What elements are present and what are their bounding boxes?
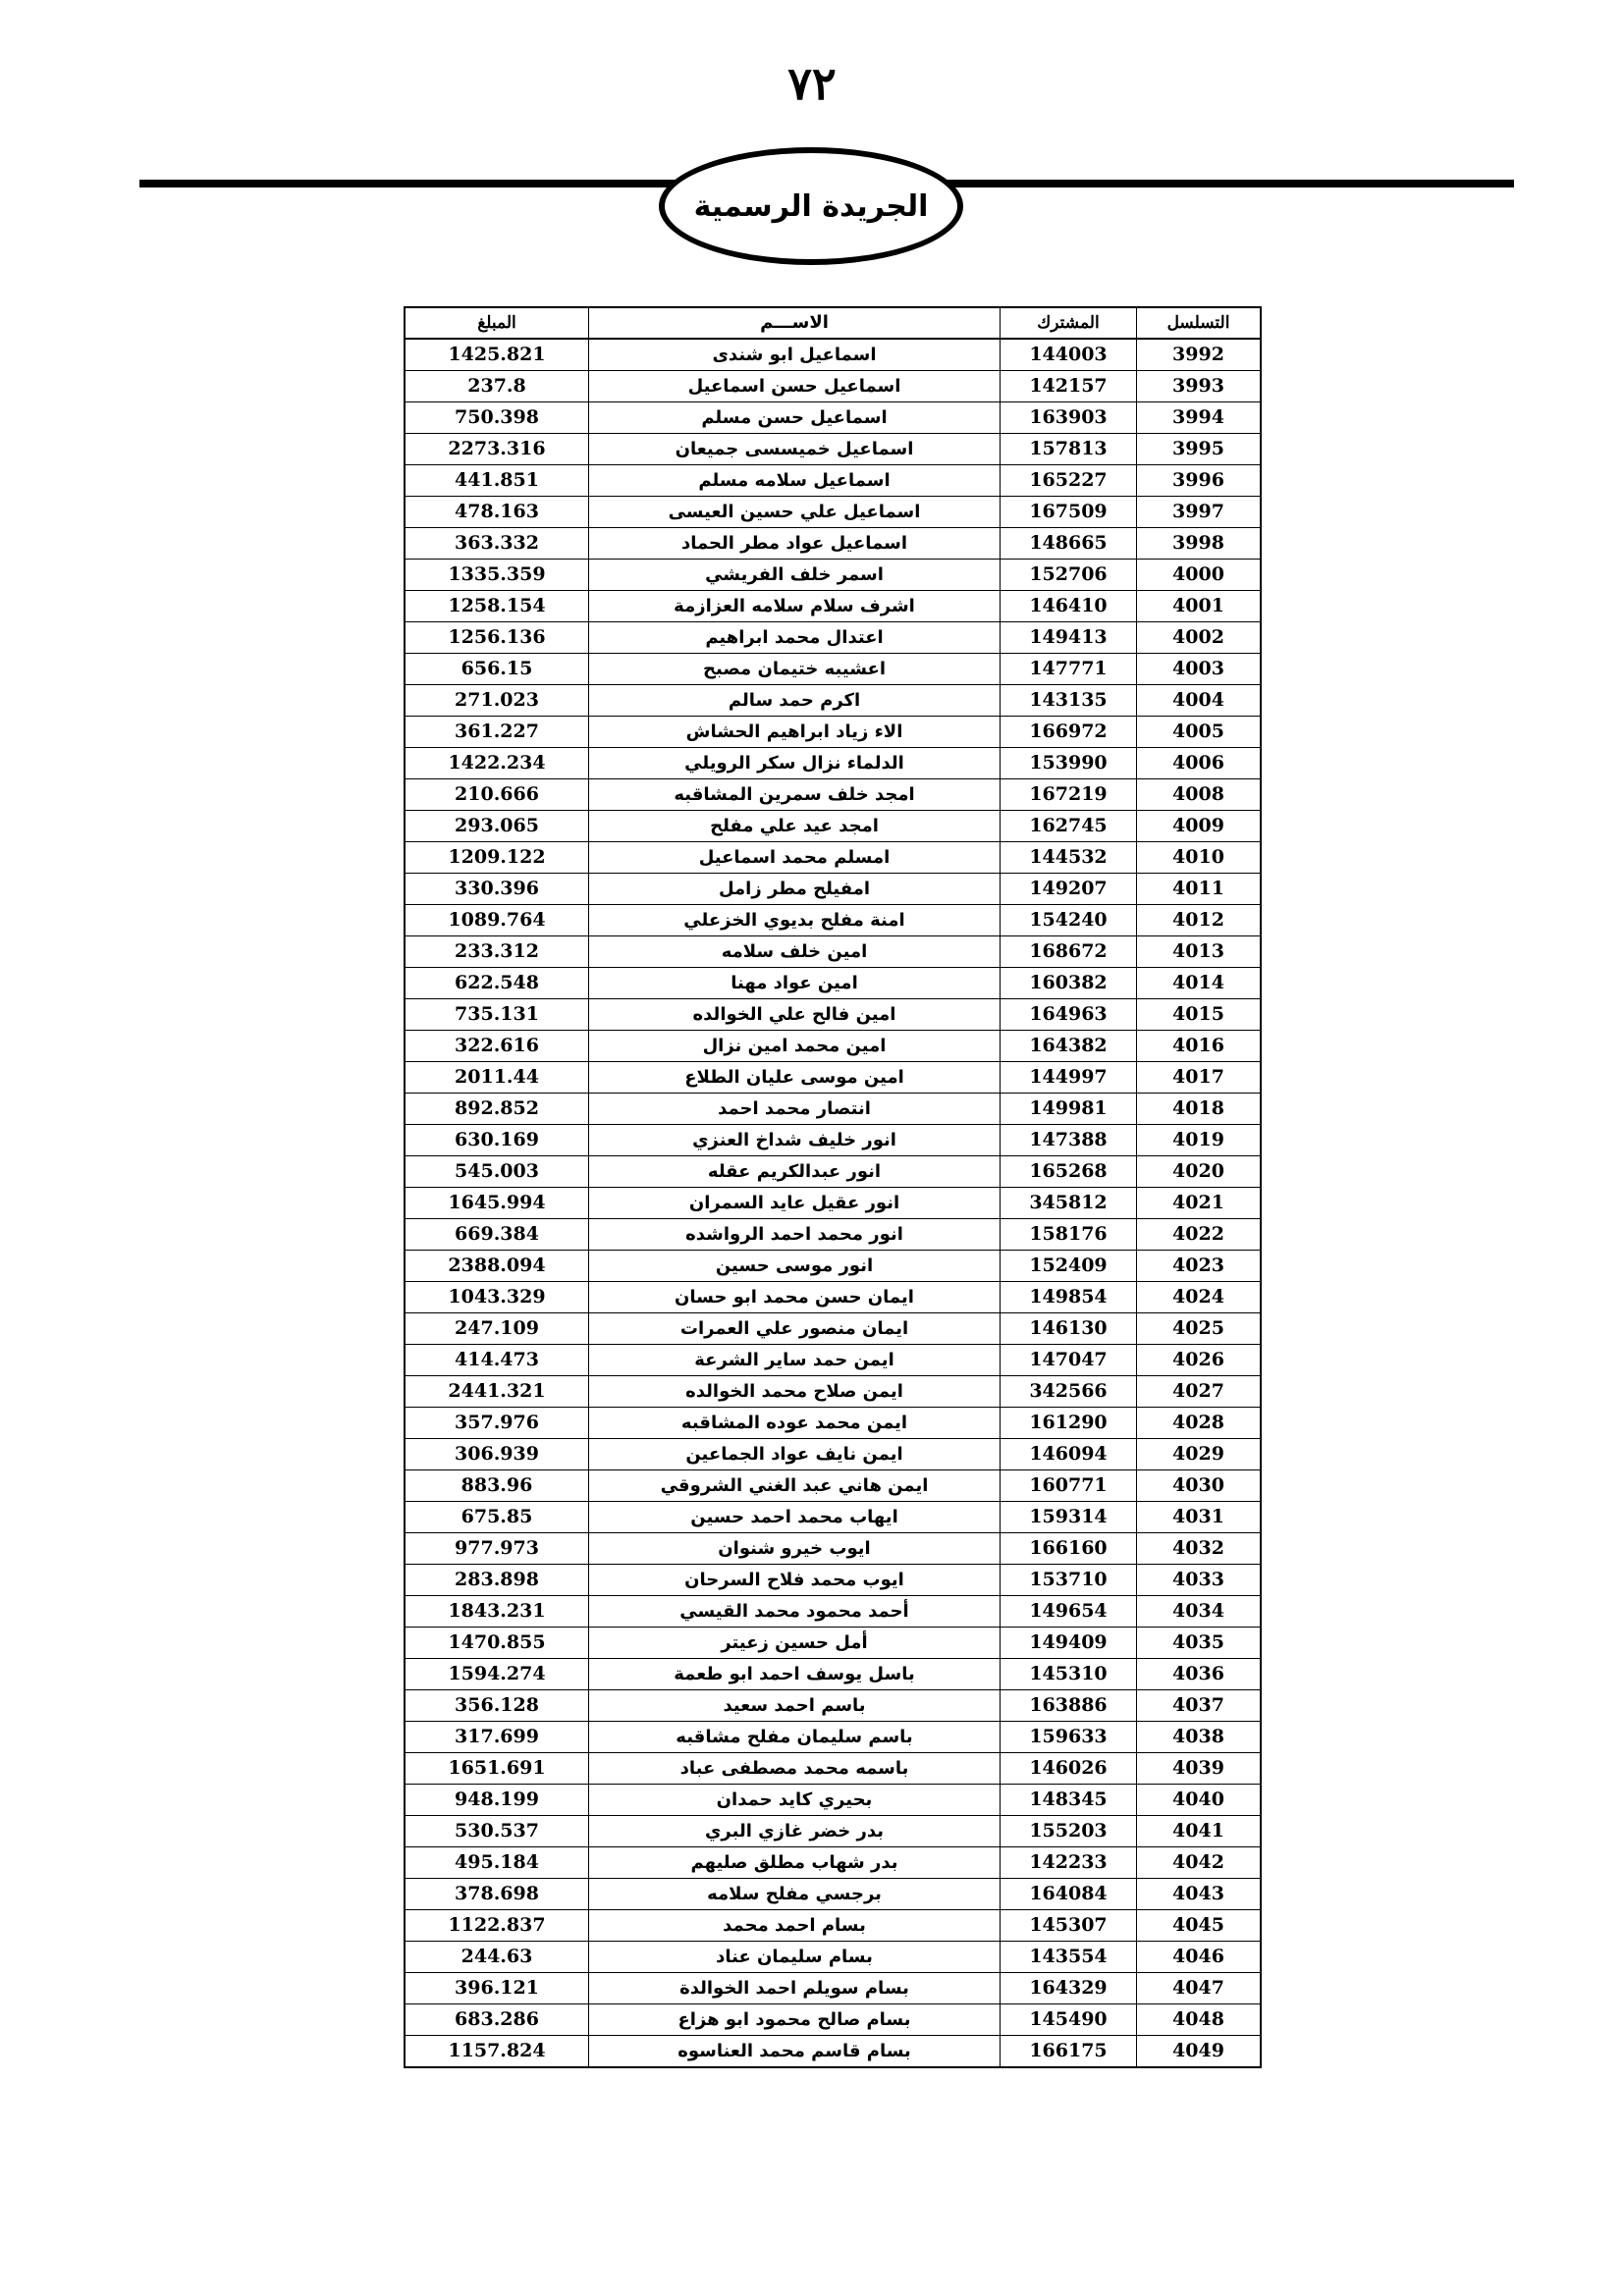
cell-seq: 4018 (1137, 1094, 1262, 1125)
cell-amount: 1470.855 (405, 1628, 589, 1659)
cell-subscriber: 164963 (1001, 999, 1137, 1031)
cell-seq: 4035 (1137, 1628, 1262, 1659)
cell-seq: 4019 (1137, 1125, 1262, 1156)
cell-amount: 1651.691 (405, 1753, 589, 1785)
table-row (405, 1942, 1261, 1973)
table-row (405, 999, 1261, 1031)
cell-name: اسماعيل سلامه مسلم (589, 465, 1001, 497)
cell-amount: 414.473 (405, 1345, 589, 1376)
cell-seq: 4040 (1137, 1785, 1262, 1816)
header-subscriber: المشترك (1001, 307, 1137, 339)
table-row (405, 905, 1261, 936)
cell-seq: 3995 (1137, 434, 1262, 465)
table-row (405, 1156, 1261, 1188)
cell-name: امين محمد امين نزال (589, 1031, 1001, 1062)
table-row (405, 842, 1261, 874)
masthead-oval (659, 147, 963, 265)
cell-name: بدر شهاب مطلق صليهم (589, 1847, 1001, 1879)
cell-subscriber: 149409 (1001, 1628, 1137, 1659)
cell-subscriber: 158176 (1001, 1219, 1137, 1251)
cell-seq: 4039 (1137, 1753, 1262, 1785)
cell-seq: 4032 (1137, 1533, 1262, 1565)
cell-amount: 361.227 (405, 717, 589, 748)
cell-subscriber: 143554 (1001, 1942, 1137, 1973)
cell-subscriber: 165268 (1001, 1156, 1137, 1188)
cell-seq: 4011 (1137, 874, 1262, 905)
cell-amount: 2273.316 (405, 434, 589, 465)
cell-seq: 4021 (1137, 1188, 1262, 1219)
cell-subscriber: 146026 (1001, 1753, 1137, 1785)
table-row (405, 1094, 1261, 1125)
table-row (405, 1785, 1261, 1816)
cell-amount: 237.8 (405, 371, 589, 402)
cell-subscriber: 166175 (1001, 2036, 1137, 2068)
table-row (405, 434, 1261, 465)
cell-name: باسل يوسف احمد ابو طعمة (589, 1659, 1001, 1690)
table-row (405, 1408, 1261, 1439)
cell-subscriber: 163903 (1001, 402, 1137, 434)
table-row (405, 2036, 1261, 2068)
cell-amount: 1209.122 (405, 842, 589, 874)
cell-subscriber: 147388 (1001, 1125, 1137, 1156)
cell-name: اسماعيل ابو شندى (589, 339, 1001, 371)
cell-seq: 4013 (1137, 936, 1262, 968)
cell-subscriber: 148345 (1001, 1785, 1137, 1816)
cell-amount: 478.163 (405, 497, 589, 528)
cell-name: أحمد محمود محمد القيسي (589, 1596, 1001, 1628)
cell-name: باسم احمد سعيد (589, 1690, 1001, 1722)
cell-name: انتصار محمد احمد (589, 1094, 1001, 1125)
cell-subscriber: 159314 (1001, 1502, 1137, 1533)
cell-amount: 977.973 (405, 1533, 589, 1565)
cell-name: اسماعيل حسن مسلم (589, 402, 1001, 434)
cell-seq: 3997 (1137, 497, 1262, 528)
cell-seq: 3998 (1137, 528, 1262, 560)
cell-name: امفيلح مطر زامل (589, 874, 1001, 905)
table-row (405, 560, 1261, 591)
cell-amount: 1422.234 (405, 748, 589, 779)
cell-amount: 2011.44 (405, 1062, 589, 1094)
cell-amount: 357.976 (405, 1408, 589, 1439)
cell-subscriber: 162745 (1001, 811, 1137, 842)
cell-amount: 356.128 (405, 1690, 589, 1722)
cell-name: اسماعيل خميسسى جميعان (589, 434, 1001, 465)
table-row (405, 1439, 1261, 1470)
header-name: الاســـم (589, 307, 1001, 339)
cell-amount: 669.384 (405, 1219, 589, 1251)
cell-subscriber: 155203 (1001, 1816, 1137, 1847)
cell-name: أمل حسين زعيتر (589, 1628, 1001, 1659)
cell-subscriber: 164382 (1001, 1031, 1137, 1062)
cell-seq: 4047 (1137, 1973, 1262, 2004)
cell-subscriber: 168672 (1001, 936, 1137, 968)
cell-amount: 247.109 (405, 1313, 589, 1345)
cell-seq: 3993 (1137, 371, 1262, 402)
cell-name: بحيري كايد حمدان (589, 1785, 1001, 1816)
cell-amount: 2388.094 (405, 1251, 589, 1282)
cell-subscriber: 144003 (1001, 339, 1137, 371)
cell-name: اسماعيل علي حسين العيسى (589, 497, 1001, 528)
cell-name: اعشيبه ختيمان مصبح (589, 654, 1001, 685)
cell-amount: 233.312 (405, 936, 589, 968)
cell-subscriber: 165227 (1001, 465, 1137, 497)
cell-seq: 4045 (1137, 1910, 1262, 1942)
cell-name: امسلم محمد اسماعيل (589, 842, 1001, 874)
cell-seq: 4037 (1137, 1690, 1262, 1722)
cell-subscriber: 163886 (1001, 1690, 1137, 1722)
table-row (405, 1345, 1261, 1376)
cell-amount: 317.699 (405, 1722, 589, 1753)
cell-seq: 4036 (1137, 1659, 1262, 1690)
cell-subscriber: 154240 (1001, 905, 1137, 936)
cell-name: امين خلف سلامه (589, 936, 1001, 968)
cell-name: اشرف سلام سلامه العزازمة (589, 591, 1001, 622)
table-row (405, 779, 1261, 811)
cell-amount: 306.939 (405, 1439, 589, 1470)
table-row (405, 1125, 1261, 1156)
cell-subscriber: 149981 (1001, 1094, 1137, 1125)
cell-name: اسماعيل عواد مطر الحماد (589, 528, 1001, 560)
cell-amount: 283.898 (405, 1565, 589, 1596)
table-row (405, 497, 1261, 528)
table-row (405, 1659, 1261, 1690)
cell-subscriber: 147047 (1001, 1345, 1137, 1376)
cell-subscriber: 153990 (1001, 748, 1137, 779)
cell-subscriber: 153710 (1001, 1565, 1137, 1596)
cell-name: اسمر خلف الفريشي (589, 560, 1001, 591)
cell-subscriber: 164084 (1001, 1879, 1137, 1910)
table-row (405, 1502, 1261, 1533)
cell-subscriber: 167509 (1001, 497, 1137, 528)
cell-subscriber: 166972 (1001, 717, 1137, 748)
table-row (405, 1282, 1261, 1313)
table-row (405, 811, 1261, 842)
cell-name: بسام سليمان عناد (589, 1942, 1001, 1973)
cell-amount: 244.63 (405, 1942, 589, 1973)
cell-seq: 4012 (1137, 905, 1262, 936)
cell-subscriber: 149413 (1001, 622, 1137, 654)
cell-name: انور عقيل عايد السمران (589, 1188, 1001, 1219)
cell-seq: 4042 (1137, 1847, 1262, 1879)
cell-amount: 1256.136 (405, 622, 589, 654)
cell-subscriber: 146410 (1001, 591, 1137, 622)
table-row (405, 1973, 1261, 2004)
cell-name: ايمن حمد ساير الشرعة (589, 1345, 1001, 1376)
cell-name: ايوب خيرو شنوان (589, 1533, 1001, 1565)
cell-seq: 4046 (1137, 1942, 1262, 1973)
cell-seq: 4015 (1137, 999, 1262, 1031)
cell-seq: 4038 (1137, 1722, 1262, 1753)
cell-seq: 4003 (1137, 654, 1262, 685)
table-row (405, 968, 1261, 999)
table-row (405, 402, 1261, 434)
cell-seq: 4027 (1137, 1376, 1262, 1408)
cell-subscriber: 144997 (1001, 1062, 1137, 1094)
cell-subscriber: 342566 (1001, 1376, 1137, 1408)
cell-seq: 4009 (1137, 811, 1262, 842)
cell-seq: 3996 (1137, 465, 1262, 497)
cell-subscriber: 152706 (1001, 560, 1137, 591)
table-row (405, 1031, 1261, 1062)
cell-subscriber: 166160 (1001, 1533, 1137, 1565)
cell-amount: 1645.994 (405, 1188, 589, 1219)
table-body (405, 339, 1261, 2067)
cell-subscriber: 159633 (1001, 1722, 1137, 1753)
cell-seq: 4022 (1137, 1219, 1262, 1251)
cell-name: ايمن محمد عوده المشاقبه (589, 1408, 1001, 1439)
cell-subscriber: 161290 (1001, 1408, 1137, 1439)
table-header-row (405, 307, 1261, 339)
cell-amount: 1157.824 (405, 2036, 589, 2068)
cell-name: انور خليف شداخ العنزي (589, 1125, 1001, 1156)
cell-seq: 4024 (1137, 1282, 1262, 1313)
cell-name: اعتدال محمد ابراهيم (589, 622, 1001, 654)
cell-name: انور موسى حسين (589, 1251, 1001, 1282)
cell-seq: 3994 (1137, 402, 1262, 434)
cell-seq: 3992 (1137, 339, 1262, 371)
cell-seq: 4006 (1137, 748, 1262, 779)
cell-amount: 1258.154 (405, 591, 589, 622)
cell-subscriber: 160771 (1001, 1470, 1137, 1502)
cell-seq: 4014 (1137, 968, 1262, 999)
cell-amount: 322.616 (405, 1031, 589, 1062)
cell-amount: 210.666 (405, 779, 589, 811)
cell-amount: 441.851 (405, 465, 589, 497)
cell-seq: 4005 (1137, 717, 1262, 748)
cell-subscriber: 149654 (1001, 1596, 1137, 1628)
cell-subscriber: 148665 (1001, 528, 1137, 560)
table-row (405, 1753, 1261, 1785)
table-row (405, 2004, 1261, 2036)
cell-name: ايمن صلاح محمد الخوالده (589, 1376, 1001, 1408)
table-row (405, 528, 1261, 560)
cell-amount: 622.548 (405, 968, 589, 999)
cell-name: اكرم حمد سالم (589, 685, 1001, 717)
cell-name: امجد خلف سمرين المشاقبه (589, 779, 1001, 811)
cell-subscriber: 147771 (1001, 654, 1137, 685)
table-row (405, 936, 1261, 968)
cell-amount: 293.065 (405, 811, 589, 842)
table-row (405, 465, 1261, 497)
cell-amount: 735.131 (405, 999, 589, 1031)
cell-subscriber: 149854 (1001, 1282, 1137, 1313)
cell-subscriber: 345812 (1001, 1188, 1137, 1219)
cell-name: ايهاب محمد احمد حسين (589, 1502, 1001, 1533)
header-seq: التسلسل (1137, 307, 1262, 339)
cell-name: باسمه محمد مصطفى عباد (589, 1753, 1001, 1785)
cell-name: اسماعيل حسن اسماعيل (589, 371, 1001, 402)
cell-seq: 4041 (1137, 1816, 1262, 1847)
cell-subscriber: 160382 (1001, 968, 1137, 999)
table-row (405, 1879, 1261, 1910)
cell-subscriber: 144532 (1001, 842, 1137, 874)
cell-name: انور عبدالكريم عقله (589, 1156, 1001, 1188)
cell-seq: 4034 (1137, 1596, 1262, 1628)
cell-amount: 1089.764 (405, 905, 589, 936)
cell-subscriber: 164329 (1001, 1973, 1137, 2004)
cell-amount: 750.398 (405, 402, 589, 434)
cell-name: بسام قاسم محمد العناسوه (589, 2036, 1001, 2068)
cell-seq: 4033 (1137, 1565, 1262, 1596)
cell-subscriber: 142157 (1001, 371, 1137, 402)
table-row (405, 654, 1261, 685)
cell-amount: 683.286 (405, 2004, 589, 2036)
cell-name: بسام صالح محمود ابو هزاع (589, 2004, 1001, 2036)
cell-amount: 495.184 (405, 1847, 589, 1879)
table-row (405, 1816, 1261, 1847)
cell-name: ايوب محمد فلاح السرحان (589, 1565, 1001, 1596)
cell-amount: 892.852 (405, 1094, 589, 1125)
table-row (405, 1722, 1261, 1753)
table-row (405, 717, 1261, 748)
cell-seq: 4031 (1137, 1502, 1262, 1533)
cell-seq: 4002 (1137, 622, 1262, 654)
cell-subscriber: 145310 (1001, 1659, 1137, 1690)
cell-name: امجد عيد علي مفلح (589, 811, 1001, 842)
cell-amount: 396.121 (405, 1973, 589, 2004)
cell-seq: 4001 (1137, 591, 1262, 622)
cell-name: امين عواد مهنا (589, 968, 1001, 999)
cell-amount: 271.023 (405, 685, 589, 717)
cell-subscriber: 143135 (1001, 685, 1137, 717)
cell-amount: 378.698 (405, 1879, 589, 1910)
table-row (405, 1470, 1261, 1502)
masthead-title: الجريدة الرسمية (693, 188, 929, 224)
cell-amount: 1335.359 (405, 560, 589, 591)
cell-name: ايمان حسن محمد ابو حسان (589, 1282, 1001, 1313)
cell-amount: 1122.837 (405, 1910, 589, 1942)
table-row (405, 748, 1261, 779)
cell-seq: 4025 (1137, 1313, 1262, 1345)
table-row (405, 339, 1261, 371)
cell-name: ايمان منصور علي العمرات (589, 1313, 1001, 1345)
cell-subscriber: 145307 (1001, 1910, 1137, 1942)
cell-seq: 4028 (1137, 1408, 1262, 1439)
cell-seq: 4004 (1137, 685, 1262, 717)
cell-name: امنة مفلح بديوي الخزعلي (589, 905, 1001, 936)
table-row (405, 1376, 1261, 1408)
cell-amount: 656.15 (405, 654, 589, 685)
cell-seq: 4020 (1137, 1156, 1262, 1188)
cell-amount: 948.199 (405, 1785, 589, 1816)
cell-amount: 1843.231 (405, 1596, 589, 1628)
table-row (405, 1251, 1261, 1282)
cell-name: امين موسى عليان الطلاع (589, 1062, 1001, 1094)
cell-seq: 4029 (1137, 1439, 1262, 1470)
header-amount: المبلغ (405, 307, 589, 339)
cell-subscriber: 145490 (1001, 2004, 1137, 2036)
cell-amount: 2441.321 (405, 1376, 589, 1408)
cell-seq: 4030 (1137, 1470, 1262, 1502)
cell-name: بدر خضر غازي البري (589, 1816, 1001, 1847)
cell-amount: 883.96 (405, 1470, 589, 1502)
table-row (405, 1596, 1261, 1628)
table-row (405, 1533, 1261, 1565)
cell-seq: 4023 (1137, 1251, 1262, 1282)
cell-name: باسم سليمان مفلح مشاقبه (589, 1722, 1001, 1753)
cell-amount: 1594.274 (405, 1659, 589, 1690)
table-row (405, 1313, 1261, 1345)
cell-subscriber: 167219 (1001, 779, 1137, 811)
cell-name: انور محمد احمد الرواشده (589, 1219, 1001, 1251)
ledger-table (404, 306, 1262, 2068)
table-row (405, 371, 1261, 402)
page-number: ٧٢ (787, 57, 837, 110)
cell-name: الدلماء نزال سكر الرويلي (589, 748, 1001, 779)
cell-seq: 4016 (1137, 1031, 1262, 1062)
table-row (405, 622, 1261, 654)
cell-subscriber: 149207 (1001, 874, 1137, 905)
cell-seq: 4017 (1137, 1062, 1262, 1094)
table-row (405, 874, 1261, 905)
ledger-table-container (404, 306, 1230, 2068)
table-row (405, 1690, 1261, 1722)
cell-name: بسام سويلم احمد الخوالدة (589, 1973, 1001, 2004)
cell-amount: 363.332 (405, 528, 589, 560)
cell-amount: 1425.821 (405, 339, 589, 371)
cell-amount: 545.003 (405, 1156, 589, 1188)
cell-subscriber: 146130 (1001, 1313, 1137, 1345)
table-row (405, 1219, 1261, 1251)
table-row (405, 591, 1261, 622)
cell-seq: 4010 (1137, 842, 1262, 874)
table-row (405, 1847, 1261, 1879)
cell-seq: 4026 (1137, 1345, 1262, 1376)
cell-name: برجسي مفلح سلامه (589, 1879, 1001, 1910)
cell-amount: 330.396 (405, 874, 589, 905)
table-row (405, 1910, 1261, 1942)
table-row (405, 1188, 1261, 1219)
table-row (405, 685, 1261, 717)
cell-subscriber: 142233 (1001, 1847, 1137, 1879)
cell-name: بسام احمد محمد (589, 1910, 1001, 1942)
cell-subscriber: 146094 (1001, 1439, 1137, 1470)
cell-amount: 1043.329 (405, 1282, 589, 1313)
table-row (405, 1628, 1261, 1659)
cell-seq: 4000 (1137, 560, 1262, 591)
cell-name: امين فالح علي الخوالده (589, 999, 1001, 1031)
table-row (405, 1062, 1261, 1094)
cell-seq: 4048 (1137, 2004, 1262, 2036)
cell-seq: 4043 (1137, 1879, 1262, 1910)
cell-name: ايمن نايف عواد الجماعين (589, 1439, 1001, 1470)
cell-seq: 4008 (1137, 779, 1262, 811)
cell-subscriber: 152409 (1001, 1251, 1137, 1282)
cell-name: الاء زياد ابراهيم الحشاش (589, 717, 1001, 748)
cell-amount: 630.169 (405, 1125, 589, 1156)
cell-amount: 530.537 (405, 1816, 589, 1847)
cell-seq: 4049 (1137, 2036, 1262, 2068)
cell-amount: 675.85 (405, 1502, 589, 1533)
cell-name: ايمن هاني عبد الغني الشروقي (589, 1470, 1001, 1502)
table-row (405, 1565, 1261, 1596)
cell-subscriber: 157813 (1001, 434, 1137, 465)
